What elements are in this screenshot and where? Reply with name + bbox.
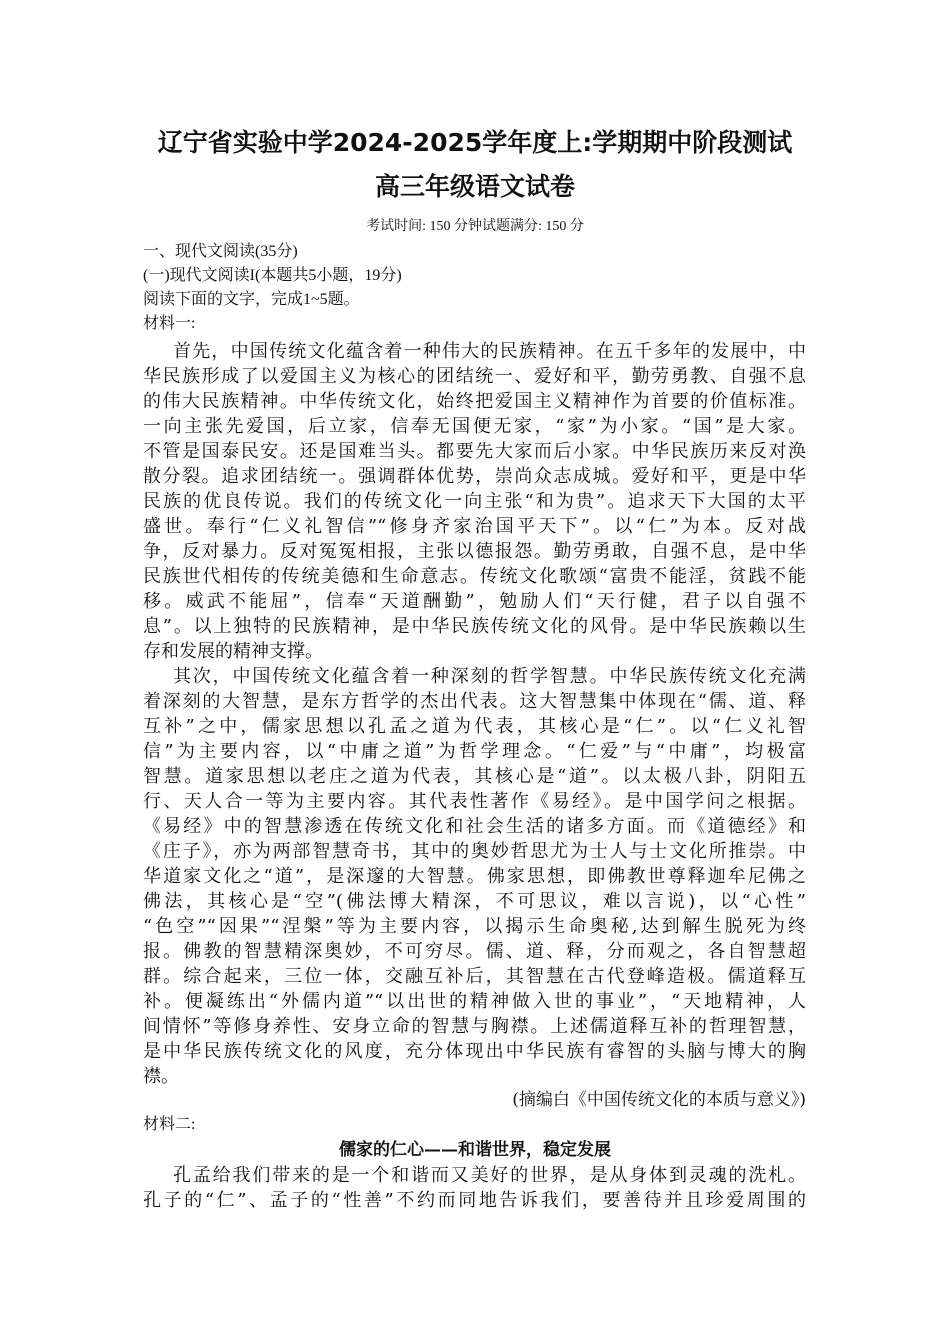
text-line: 孔子的“仁”、孟子的“性善”不约而同地告诉我们，要善待并且珍爱周围的 — [143, 1190, 806, 1211]
text-line: 着深刻的大智慧，是东方哲学的杰出代表。这大智慧集中体现在“儒、道、释 — [143, 691, 806, 712]
text-line: 《庄子》，亦为两部智慧奇书，其中的奥妙哲思尤为士人与士文化所推崇。中 — [143, 841, 806, 862]
text-line: 其次，中国传统文化蕴含着一种深刻的哲学智慧。中华民族传统文化充满 — [173, 666, 806, 687]
text-line: 间情怀”等修身养性、安身立命的智慧与胸襟。上述儒道释互补的哲理智慧， — [143, 1016, 806, 1037]
section-heading: 一、现代文阅读(35分) — [143, 243, 298, 260]
text-line: 盛世。奉行“仁义礼智信”“修身齐家治国平天下”。以“仁”为本。反对战 — [143, 516, 806, 537]
text-line: “色空”“因果”“涅槃”等为主要内容，以揭示生命奥秘,达到解生脱死为终 — [143, 916, 806, 937]
text-line: 《易经》中的智慧渗透在传统文化和社会生活的诸多方面。而《道德经》和 — [143, 816, 806, 837]
article-title: 儒家的仁心——和谐世界，稳定发展 — [339, 1140, 611, 1160]
text-line: 行、天人合一等为主要内容。其代表性著作《易经》。是中国学问之根据。 — [143, 791, 806, 812]
text-line: 息”。以上独特的民族精神，是中华民族传统文化的风骨。是中华民族赖以生 — [143, 616, 806, 637]
text-line: 争，反对暴力。反对冤冤相报，主张以德报怨。勤劳勇敢，自强不息，是中华 — [143, 541, 806, 562]
paragraph — [143, 339, 806, 664]
text-line: 一向主张先爱国，后立家，信奉无国便无家，“家”为小家。“国”是大家。 — [143, 416, 806, 437]
subsection-heading: (一)现代文阅读I(本题共5小题，19分) — [143, 267, 402, 284]
text-line: 襟。 — [143, 1066, 179, 1087]
text-line: 首先，中国传统文化蕴含着一种伟大的民族精神。在五千多年的发展中，中 — [173, 341, 806, 362]
text-line: 补。便凝练出“外儒内道”“以出世的精神做入世的事业”，“天地精神，人 — [143, 991, 806, 1012]
material-label: 材料一: — [143, 315, 196, 332]
text-line: 报。佛教的智慧精深奥妙，不可穷尽。儒、道、释，分而观之，各自智慧超 — [143, 941, 806, 962]
text-line: 民族世代相传的传统美德和生命意志。传统文化歌颂“富贵不能淫，贫践不能 — [143, 566, 806, 587]
text-line: 不管是国泰民安。还是国难当头。都要先大家而后小家。中华民族历来反对涣 — [143, 441, 806, 462]
text-line: 存和发展的精神支撑。 — [143, 641, 323, 662]
paragraph — [143, 1163, 806, 1213]
text-line: 群。综合起来，三位一体，交融互补后，其智慧在古代登峰造极。儒道释互 — [143, 966, 806, 987]
text-line: 移。威武不能屈”，信奉“天道酬勤”，勉励人们“天行健，君子以自强不 — [143, 591, 806, 612]
paragraph — [143, 664, 806, 1089]
text-line: 华道家文化之“道”，是深邃的大智慧。佛家思想，即佛教世尊释迦牟尼佛之 — [143, 866, 806, 887]
text-line: 孔孟给我们带来的是一个和谐而又美好的世界，是从身体到灵魂的洗札。 — [173, 1165, 806, 1186]
text-line: 散分裂。追求团结统一。强调群体优势，崇尚众志成城。爱好和平，更是中华 — [143, 466, 806, 487]
text-line: 信”为主要内容，以“中庸之道”为哲学理念。“仁爱”与“中庸”，均极富 — [143, 741, 806, 762]
text-line: 智慧。道家思想以老庄之道为代表，其核心是“道”。以太极八卦，阴阳五 — [143, 766, 806, 787]
exam-subtitle: 高三年级语文试卷 — [374, 172, 575, 201]
material-label: 材料二: — [143, 1116, 196, 1133]
source-citation: (摘编白《中国传统文化的本质与意义》) — [512, 1090, 806, 1110]
text-line: 是中华民族传统文化的风度，充分体现出中华民族有睿智的头脑与博大的胸 — [143, 1041, 806, 1062]
exam-title: 辽宁省实验中学2024-2025学年度上:学期期中阶段测试 — [157, 128, 793, 157]
text-line: 华民族形成了以爱国主义为核心的团结统一、爱好和平，勤劳勇教、自强不息 — [143, 366, 806, 387]
text-line: 的伟大民族精神。中华传统文化，始终把爱国主义精神作为首要的价值标准。 — [143, 391, 806, 412]
text-line: 民族的优良传说。我们的传统文化一向主张“和为贵”。追求天下大国的太平 — [143, 491, 806, 512]
exam-info: 考试时间: 150 分钟试题满分: 150 分 — [366, 219, 584, 234]
text-line: 互补”之中，儒家思想以孔孟之道为代表，其核心是“仁”。以“仁义礼智 — [143, 716, 806, 737]
instruction: 阅读下面的文字，完成1~5题。 — [143, 291, 360, 308]
text-line: 佛法，其核心是“空”(佛法博大精深，不可思议，难以言说)，以“心性” — [143, 891, 806, 912]
